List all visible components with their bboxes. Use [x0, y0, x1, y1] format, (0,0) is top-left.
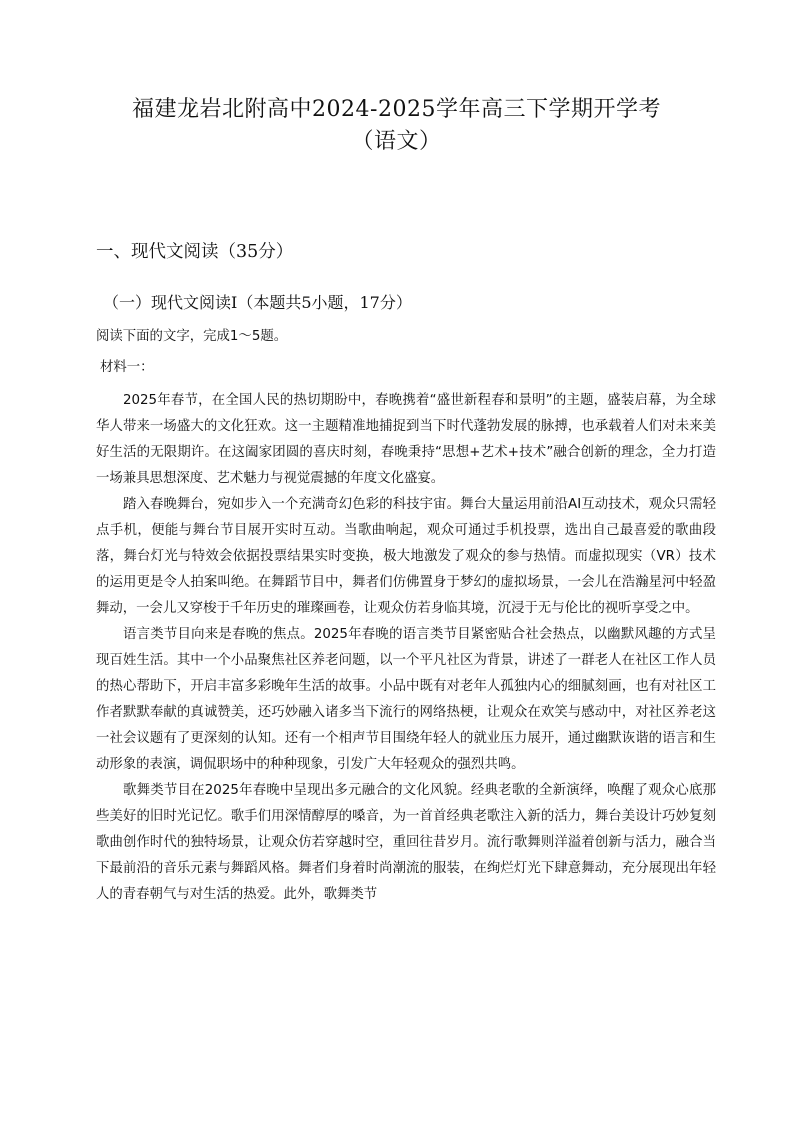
paragraph: 踏入春晚舞台，宛如步入一个充满奇幻色彩的科技宇宙。舞台大量运用前沿AI互动技术，观众只需轻点手机，便能与舞台节目展开实时互动。当歌曲响起，观众可通过手机投票，选出自己最喜爱的歌曲段落，舞台灯光与特效会依据投票结果实时变换，极大地激发了观众的参与热情。而虚拟现实（VR）技术的运用更是令人拍案叫绝。在舞蹈节目中，舞者们仿佛置身于梦幻的虚拟场景，一会儿在浩瀚星河中轻盈舞动，一会儿又穿梭于千年历史的璀璨画卷，让观众仿若身临其境，沉浸于无与伦比的视听享受之中。 — [96, 497, 716, 616]
material-body — [96, 388, 716, 908]
section-heading: 一、现代文阅读（35分） — [96, 242, 294, 262]
paragraph: 语言类节目向来是春晚的焦点。2025年春晚的语言类节目紧密贴合社会热点，以幽默风趣的方式呈现百姓生活。其中一个小品聚焦社区养老问题，以一个平凡社区为背景，讲述了一群老人在社区工作人员的热心帮助下，开启丰富多彩晚年生活的故事。小品中既有对老年人孤独内心的细腻刻画，也有对社区工作者默默奉献的真诚赞美，还巧妙融入诸多当下流行的网络热梗，让观众在欢笑与感动中，对社区养老这一社会议题有了更深刻的认知。还有一个相声节目围绕年轻人的就业压力展开，通过幽默诙谐的语言和生动形象的表演，调侃职场中的种种现象，引发广大年轻观众的强烈共鸣。 — [96, 627, 716, 772]
exam-subject: （语文） — [351, 129, 442, 154]
material-label: 材料一： — [100, 360, 154, 375]
subsection-heading: （一）现代文阅读Ⅰ（本题共5小题，17分） — [103, 293, 412, 312]
exam-title: 福建龙岩北附高中2024-2025学年高三下学期开学考 — [132, 97, 661, 122]
paragraph: 歌舞类节目在2025年春晚中呈现出多元融合的文化风貌。经典老歌的全新演绎，唤醒了观众心底那些美好的旧时光记忆。歌手们用深情醇厚的嗓音，为一首首经典老歌注入新的活力，舞台美设计巧妙复刻歌曲创作时代的独特场景，让观众仿若穿越时空，重回往昔岁月。流行歌舞则洋溢着创新与活力，融合当下最前沿的音乐元素与舞蹈风格。舞者们身着时尚潮流的服装，在绚烂灯光下肆意舞动，充分展现出年轻人的青春朝气与对生活的热爱。此外，歌舞类节 — [96, 783, 716, 902]
reading-instruction: 阅读下面的文字，完成1～5题。 — [96, 329, 288, 344]
paragraph: 2025年春节，在全国人民的热切期盼中，春晚携着“盛世新程春和景明”的主题，盛装启幕，为全球华人带来一场盛大的文化狂欢。这一主题精准地捕捉到当下时代蓬勃发展的脉搏，也承载着人们对未来美好生活的无限期许。在这阖家团圆的喜庆时刻，春晚秉持“思想+艺术+技术”融合创新的理念，全力打造一场兼具思想深度、艺术魅力与视觉震撼的年度文化盛宴。 — [96, 393, 716, 486]
